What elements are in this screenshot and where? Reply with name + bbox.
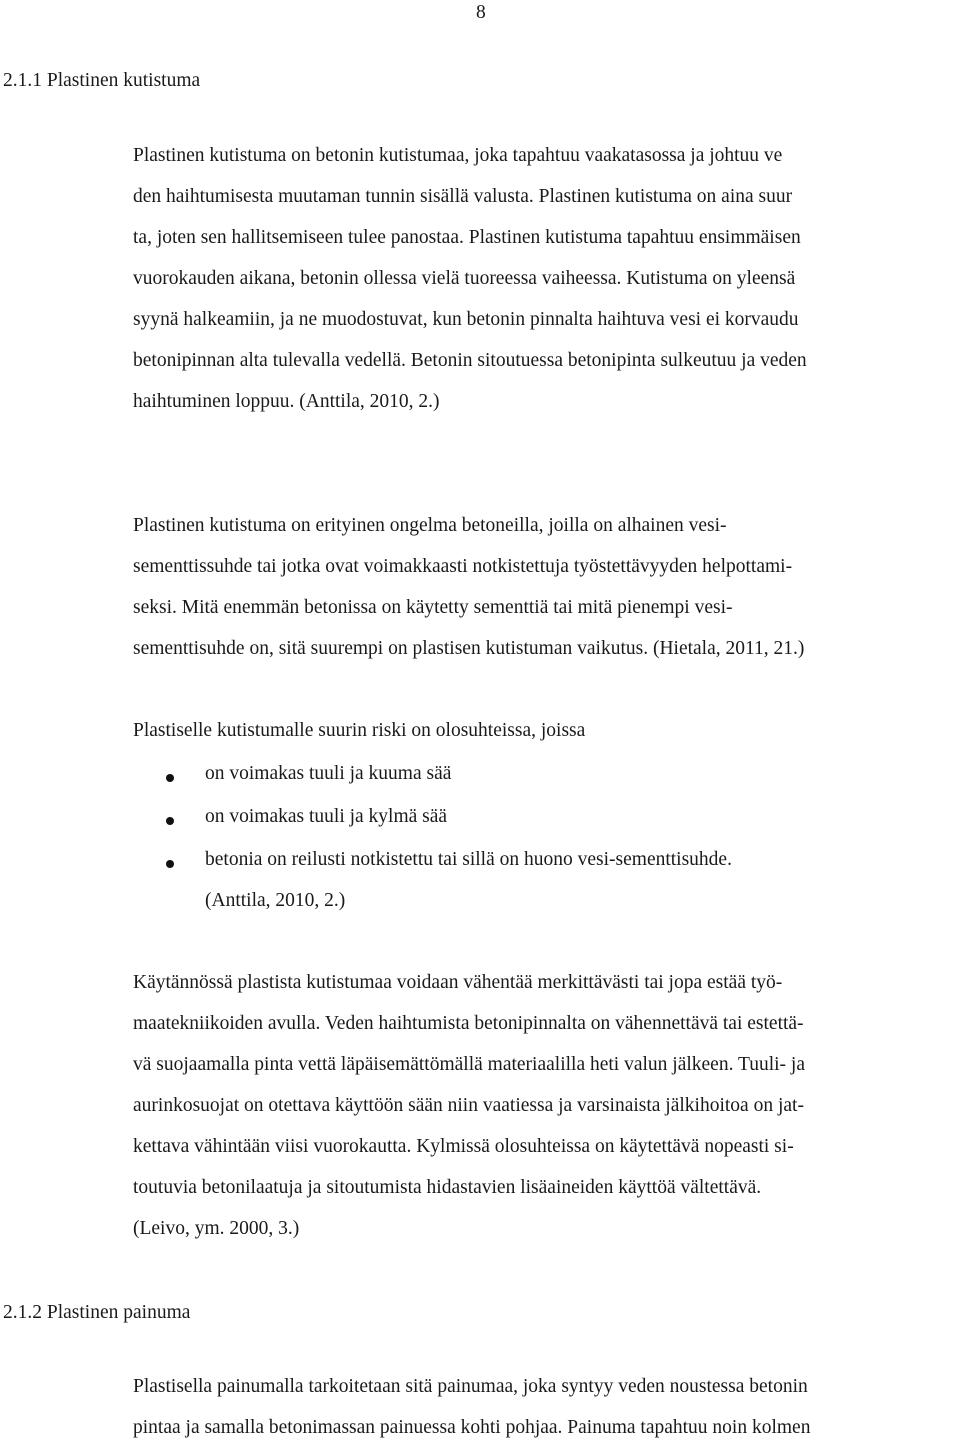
list-item-text: betonia on reilusti notkistettu tai sillä on huono vesi-sementtisuhde. xyxy=(205,849,732,870)
text-line: toutuvia betonilaatuja ja sitoutumista hidastavien lisäaineiden käyttöä vältettävä. xyxy=(133,1177,762,1198)
text-line: (Leivo, ym. 2000, 3.) xyxy=(133,1218,300,1239)
text-line: seksi. Mitä enemmän betonissa on käytetty sementtiä tai mitä pienempi vesi- xyxy=(133,597,733,618)
section-heading: 2.1.1 Plastinen kutistuma xyxy=(3,70,201,91)
text-line: betonipinnan alta tulevalla vedellä. Betonin sitoutuessa betonipinta sulkeutuu ja veden xyxy=(133,350,807,371)
list-item-text: on voimakas tuuli ja kylmä sää xyxy=(205,806,448,827)
bullet-icon xyxy=(166,817,174,825)
text-line: kettava vähintään viisi vuorokautta. Kylmissä olosuhteissa on käytettävä nopeasti si- xyxy=(133,1136,794,1157)
text-line: sementtissuhde tai jotka ovat voimakkaasti notkistettuja työstettävyyden helpottami- xyxy=(133,556,793,577)
list-citation: (Anttila, 2010, 2.) xyxy=(205,890,346,911)
bullet-icon xyxy=(166,860,174,868)
text-line: aurinkosuojat on otettava käyttöön sään niin vaatiessa ja varsinaista jälkihoitoa on jat- xyxy=(133,1095,804,1116)
section-heading: 2.1.2 Plastinen painuma xyxy=(3,1302,191,1323)
list-intro: Plastiselle kutistumalle suurin riski on olosuhteissa, joissa xyxy=(133,720,586,741)
text-line: Plastinen kutistuma on erityinen ongelma betoneilla, joilla on alhainen vesi- xyxy=(133,515,727,536)
list-item-text: on voimakas tuuli ja kuuma sää xyxy=(205,763,452,784)
text-line: Plastisella painumalla tarkoitetaan sitä painumaa, joka syntyy veden noustessa betonin xyxy=(133,1376,808,1397)
text-line: syynä halkeamiin, ja ne muodostuvat, kun betonin pinnalta haihtuva vesi ei korvaudu xyxy=(133,309,799,330)
text-line: Käytännössä plastista kutistumaa voidaan vähentää merkittävästi tai jopa estää työ- xyxy=(133,972,783,993)
text-line: sementtisuhde on, sitä suurempi on plastisen kutistuman vaikutus. (Hietala, 2011, 21.) xyxy=(133,638,805,659)
text-line: haihtuminen loppuu. (Anttila, 2010, 2.) xyxy=(133,391,440,412)
text-line: ta, joten sen hallitsemiseen tulee panostaa. Plastinen kutistuma tapahtuu ensimmäisen xyxy=(133,227,801,248)
text-line: vuorokauden aikana, betonin ollessa vielä tuoreessa vaiheessa. Kutistuma on yleensä xyxy=(133,268,796,289)
text-line: maatekniikoiden avulla. Veden haihtumista betonipinnalta on vähennettävä tai estettä- xyxy=(133,1013,804,1034)
text-line: den haihtumisesta muutaman tunnin sisällä valusta. Plastinen kutistuma on aina suur xyxy=(133,186,793,207)
page-number: 8 xyxy=(476,2,486,23)
text-line: pintaa ja samalla betonimassan painuessa kohti pohjaa. Painuma tapahtuu noin kolmen xyxy=(133,1417,811,1438)
bullet-icon xyxy=(166,774,174,782)
text-line: vä suojaamalla pinta vettä läpäisemättömällä materiaalilla heti valun jälkeen. Tuuli- ja xyxy=(133,1054,805,1075)
text-line: Plastinen kutistuma on betonin kutistumaa, joka tapahtuu vaakatasossa ja johtuu ve xyxy=(133,145,783,166)
